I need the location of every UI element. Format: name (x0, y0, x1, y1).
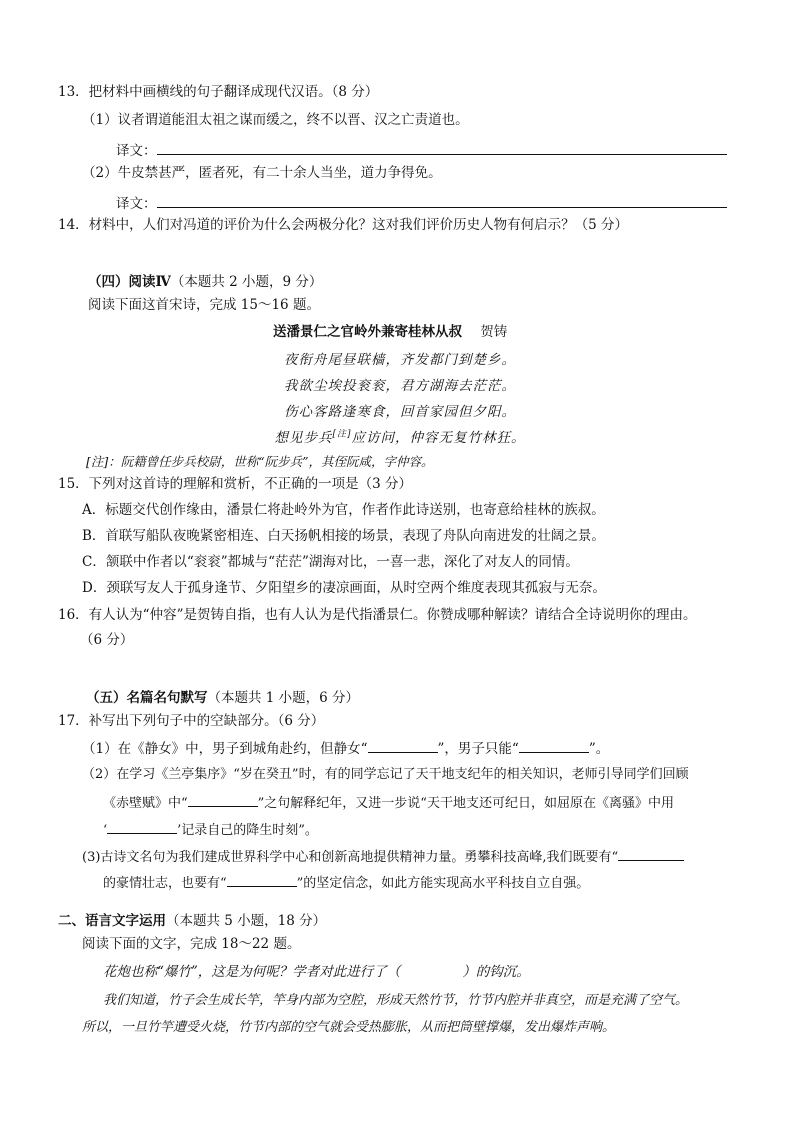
q17-item-3-line-1 (82, 846, 684, 868)
q17-item-2-line-1: （2）在学习《兰亭集序》“岁在癸丑”时，有的同学忘记了天干地支纪年的相关知识，老师引导同学们回顾 (82, 767, 689, 782)
text: 《赤壁赋》中“ (103, 796, 188, 811)
q13-sentence-1: （1）议者谓道能沮太祖之谋而缓之，终不以晋、汉之亡责道也。 (82, 112, 469, 128)
answer-line (157, 193, 727, 208)
blank (618, 846, 684, 861)
text: ”，男子只能“ (437, 741, 519, 757)
text: ”之句解释纪年，又进一步说“天干地支还可纪日，如屈原在《离骚》中用 (257, 796, 674, 811)
q13-sentence-2: （2）牛皮禁甚严，匿者死，有二十余人当坐，道力争得免。 (82, 165, 442, 181)
poem-line-1: 夜衔舟尾昼联樯，齐发都门到楚乡。 (284, 352, 516, 368)
blank (107, 819, 177, 834)
text: (3)古诗文名句为我们建成世界科学中心和创新高地提供精神力量。勇攀科技高峰,我们既要有“ (82, 850, 619, 865)
q15-option-b: B．首联写船队夜晚紧密相连、白天扬帆相接的场景，表现了舟队向南进发的壮阔之景。 (82, 528, 605, 544)
poem-title: 送潘景仁之官岭外兼寄桂林从叔 (273, 324, 462, 340)
section-title: （五）名篇名句默写 (86, 690, 208, 706)
passage-line-1 (103, 962, 530, 982)
text: 的豪情壮志，也要有“ (103, 876, 227, 891)
q17-item-2-line-3 (103, 819, 318, 841)
text: ）的钩沉。 (462, 964, 530, 980)
poem-line-2: 我欲尘埃投衮衮，君方湖海去茫茫。 (284, 378, 516, 394)
part-title: 二、语言文字运用 (58, 913, 166, 929)
blank (519, 738, 589, 753)
section-title: （四）阅读Ⅳ (88, 274, 171, 290)
section-note: （本题共 1 小题，6 分） (207, 690, 360, 706)
poem-line-4-part-a: 想见步兵 (274, 430, 333, 446)
poem-line-3: 伤心客路逢寒食，回首家园但夕阳。 (284, 404, 516, 420)
text: 花炮也称“爆竹”，这是为何呢？学者对此进行了（ (103, 964, 401, 980)
q17-item-1 (82, 738, 609, 759)
text: ”的坚定信念，如此方能实现高水平科技自立自强。 (296, 876, 590, 891)
poem-footnote: [注]：阮籍曾任步兵校尉，世称“阮步兵”，其侄阮咸，字仲容。 (86, 454, 434, 469)
text: （1）在《静女》中，男子到城角赴约，但静女“ (82, 741, 368, 757)
blank (368, 738, 438, 753)
q15-option-c: C．颔联中作者以“衮衮”都城与“茫茫”湖海对比，一喜一悲，深化了对友人的同情。 (82, 554, 579, 570)
translation-label: 译文： (116, 196, 157, 212)
q13-translation-2 (116, 193, 727, 214)
poem-line-4-part-b: 应访问，仲容无复竹林狂。 (351, 430, 526, 446)
q13-stem: 13．把材料中画横线的句子翻译成现代汉语。（8 分） (58, 84, 379, 100)
q15-option-a: A．标题交代创作缘由，潘景仁将赴岭外为官，作者作此诗送别，也寄意给桂林的族叔。 (82, 502, 605, 518)
q13-translation-1 (116, 140, 727, 161)
part-2-heading (58, 911, 326, 931)
passage-line-2: 我们知道，竹子会生成长竿，竿身内部为空腔，形成天然竹节，竹节内腔并非真空，而是充满了空气。 (103, 993, 689, 1008)
section-note: （本题共 2 小题，9 分） (170, 274, 323, 290)
q15-stem: 15．下列对这首诗的理解和赏析，不正确的一项是（3 分） (58, 476, 413, 492)
q17-item-3-line-2 (103, 872, 589, 894)
q14-stem: 14．材料中，人们对冯道的评价为什么会两极分化？这对我们评价历史人物有何启示？（5 分） (58, 217, 629, 233)
q16-score: （6 分） (80, 632, 134, 648)
poem-heading (273, 322, 507, 342)
text: ”。 (588, 741, 610, 757)
section-5-heading (86, 688, 359, 708)
blank (227, 872, 297, 887)
blank (188, 792, 258, 807)
poem-line-4 (0, 426, 800, 446)
text: ‘ (103, 823, 108, 838)
q16-stem: 16．有人认为“仲容”是贺铸自指，也有人认为是代指潘景仁。你赞成哪种解读？请结合全诗说明你的理由。 (58, 607, 697, 623)
q17-item-2-line-2 (103, 792, 674, 814)
part-note: （本题共 5 小题，18 分） (166, 913, 327, 929)
part-2-intro: 阅读下面的文字，完成 18～22 题。 (82, 936, 301, 952)
poem-author: 贺铸 (480, 324, 508, 340)
q15-option-d: D．颈联写友人于孤身逢节、夕阳望乡的凄凉画面，从时空两个维度表现其孤寂与无奈。 (82, 580, 606, 596)
passage-line-3: 所以，一旦竹竿遭受火烧，竹节内部的空气就会受热膨胀，从而把筒壁撑爆，发出爆炸声响。 (82, 1020, 616, 1035)
q17-stem: 17．补写出下列句子中的空缺部分。（6 分） (58, 713, 325, 729)
answer-line (157, 140, 727, 155)
poem-note-marker: [注] (332, 429, 352, 440)
translation-label: 译文： (116, 143, 157, 159)
text: ’记录自己的降生时刻”。 (177, 823, 318, 838)
section-4-intro: 阅读下面这首宋诗，完成 15～16 题。 (88, 297, 320, 313)
section-4-heading (88, 272, 322, 292)
